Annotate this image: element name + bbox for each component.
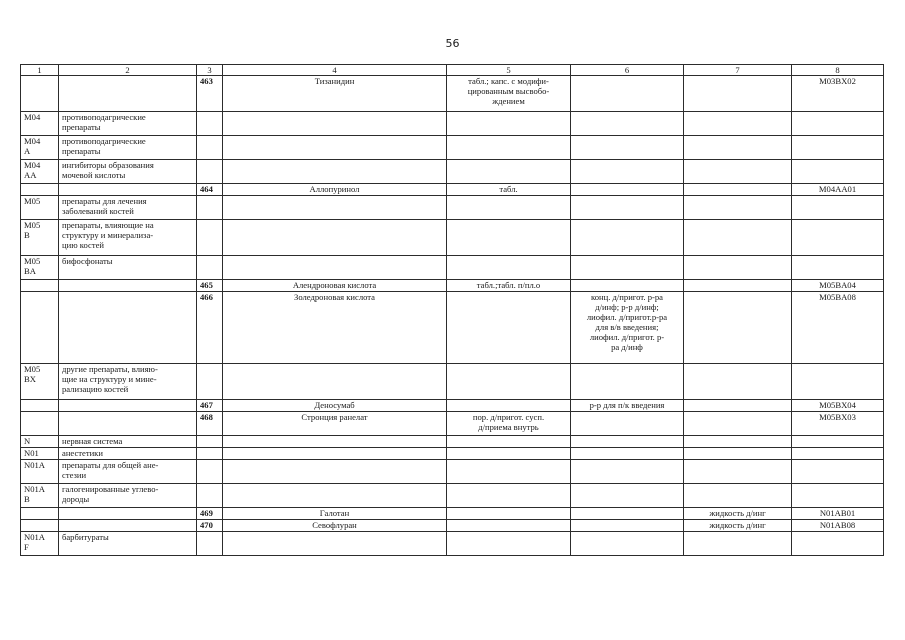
table-row (21, 484, 884, 508)
dosage-form-cell-2 (571, 280, 684, 292)
dosage-form-cell-2 (571, 196, 684, 220)
dosage-form-cell-3 (684, 160, 792, 184)
dosage-form-cell-3 (684, 400, 792, 412)
atc-group-cell: анестетики (59, 448, 197, 460)
table-row (21, 292, 884, 364)
dosage-form-cell-3 (684, 292, 792, 364)
item-number-cell: 466 (197, 292, 223, 364)
item-number-cell (197, 136, 223, 160)
dosage-form-cell (447, 508, 571, 520)
atc-result-cell: M05BX04 (792, 400, 884, 412)
item-number-cell (197, 436, 223, 448)
dosage-form-cell-3 (684, 484, 792, 508)
atc-group-cell: препараты для лечения заболеваний костей (59, 196, 197, 220)
dosage-form-cell (447, 136, 571, 160)
atc-group-cell: препараты для общей ане- стезии (59, 460, 197, 484)
dosage-form-cell (447, 436, 571, 448)
drug-name-cell (223, 112, 447, 136)
atc-group-cell: противоподагрические препараты (59, 112, 197, 136)
atc-code-cell: M04 (21, 112, 59, 136)
dosage-form-cell-2 (571, 160, 684, 184)
table-row (21, 364, 884, 400)
atc-group-cell: противоподагрические препараты (59, 136, 197, 160)
header-cell: 2 (59, 65, 197, 76)
atc-group-cell: барбитураты (59, 532, 197, 556)
dosage-form-cell-2 (571, 364, 684, 400)
dosage-form-cell (447, 256, 571, 280)
drug-name-cell (223, 460, 447, 484)
item-number-cell (197, 364, 223, 400)
dosage-form-cell: табл.;табл. п/пл.о (447, 280, 571, 292)
atc-group-cell (59, 520, 197, 532)
dosage-form-cell (447, 196, 571, 220)
dosage-form-cell (447, 460, 571, 484)
drug-name-cell: Деносумаб (223, 400, 447, 412)
atc-result-cell (792, 460, 884, 484)
drug-name-cell: Алендроновая кислота (223, 280, 447, 292)
atc-result-cell (792, 364, 884, 400)
atc-code-cell: N01A F (21, 532, 59, 556)
drug-name-cell: Золедроновая кислота (223, 292, 447, 364)
drug-name-cell: Аллопуринол (223, 184, 447, 196)
dosage-form-cell-2 (571, 256, 684, 280)
atc-code-cell: M05 B (21, 220, 59, 256)
table-row (21, 160, 884, 184)
table-row (21, 436, 884, 448)
atc-group-cell: нервная система (59, 436, 197, 448)
header-cell: 3 (197, 65, 223, 76)
dosage-form-cell-3 (684, 76, 792, 112)
atc-result-cell (792, 484, 884, 508)
item-number-cell (197, 484, 223, 508)
dosage-form-cell-3 (684, 364, 792, 400)
atc-code-cell (21, 292, 59, 364)
item-number-cell (197, 460, 223, 484)
atc-result-cell: N01AB01 (792, 508, 884, 520)
atc-code-cell: M05 (21, 196, 59, 220)
item-number-cell (197, 256, 223, 280)
drug-name-cell (223, 484, 447, 508)
item-number-cell: 470 (197, 520, 223, 532)
atc-result-cell: M03BX02 (792, 76, 884, 112)
table-row (21, 508, 884, 520)
dosage-form-cell-2 (571, 520, 684, 532)
dosage-form-cell-3 (684, 112, 792, 136)
item-number-cell (197, 220, 223, 256)
atc-result-cell (792, 532, 884, 556)
drug-name-cell (223, 448, 447, 460)
dosage-form-cell (447, 112, 571, 136)
dosage-form-cell-2: р-р для п/к введения (571, 400, 684, 412)
table-row (21, 184, 884, 196)
dosage-form-cell-2 (571, 484, 684, 508)
dosage-form-cell-2 (571, 532, 684, 556)
item-number-cell: 468 (197, 412, 223, 436)
item-number-cell: 463 (197, 76, 223, 112)
item-number-cell (197, 112, 223, 136)
dosage-form-cell-2 (571, 436, 684, 448)
page-number: 56 (445, 37, 460, 50)
table-row (21, 400, 884, 412)
item-number-cell: 465 (197, 280, 223, 292)
dosage-form-cell-3: жидкость д/инг (684, 520, 792, 532)
atc-group-cell: бифосфонаты (59, 256, 197, 280)
atc-result-cell: M05BA08 (792, 292, 884, 364)
dosage-form-cell-3 (684, 256, 792, 280)
dosage-form-cell-3 (684, 448, 792, 460)
atc-group-cell: ингибиторы образования мочевой кислоты (59, 160, 197, 184)
dosage-form-cell-3 (684, 412, 792, 436)
dosage-form-cell-2 (571, 112, 684, 136)
atc-result-cell (792, 448, 884, 460)
dosage-form-cell-3 (684, 460, 792, 484)
atc-group-cell: галогенированные углево- дороды (59, 484, 197, 508)
drug-table (20, 64, 884, 556)
dosage-form-cell: пор. д/пригот. сусп. д/приема внутрь (447, 412, 571, 436)
atc-code-cell (21, 76, 59, 112)
drug-name-cell (223, 136, 447, 160)
drug-name-cell: Стронция ранелат (223, 412, 447, 436)
atc-group-cell (59, 280, 197, 292)
drug-name-cell (223, 160, 447, 184)
table-row (21, 256, 884, 280)
dosage-form-cell (447, 220, 571, 256)
dosage-form-cell-3 (684, 220, 792, 256)
drug-name-cell: Тизанидин (223, 76, 447, 112)
drug-name-cell (223, 436, 447, 448)
atc-group-cell (59, 184, 197, 196)
table-row (21, 460, 884, 484)
item-number-cell: 467 (197, 400, 223, 412)
atc-result-cell (792, 136, 884, 160)
atc-result-cell: M05BA04 (792, 280, 884, 292)
header-cell: 6 (571, 65, 684, 76)
table-row (21, 520, 884, 532)
table-row (21, 448, 884, 460)
atc-code-cell (21, 508, 59, 520)
dosage-form-cell: табл. (447, 184, 571, 196)
dosage-form-cell-3 (684, 196, 792, 220)
dosage-form-cell-3 (684, 436, 792, 448)
drug-name-cell (223, 256, 447, 280)
header-cell: 1 (21, 65, 59, 76)
dosage-form-cell-2 (571, 460, 684, 484)
atc-code-cell (21, 412, 59, 436)
table-row (21, 196, 884, 220)
dosage-form-cell-3 (684, 532, 792, 556)
dosage-form-cell (447, 484, 571, 508)
drug-name-cell (223, 532, 447, 556)
drug-name-cell: Севофлуран (223, 520, 447, 532)
drug-name-cell: Галотан (223, 508, 447, 520)
item-number-cell: 469 (197, 508, 223, 520)
table-row (21, 532, 884, 556)
atc-group-cell: препараты, влияющие на структуру и минерализа- цию костей (59, 220, 197, 256)
atc-code-cell (21, 520, 59, 532)
dosage-form-cell-2 (571, 412, 684, 436)
atc-code-cell: M04 AA (21, 160, 59, 184)
drug-name-cell (223, 220, 447, 256)
atc-result-cell (792, 160, 884, 184)
dosage-form-cell-2: конц. д/пригот. р-ра д/инф; р-р д/инф; лиофил. д/пригот.р-ра для в/в введения; лиофил. д/пригот. р- ра д/инф (571, 292, 684, 364)
header-cell: 4 (223, 65, 447, 76)
table-row (21, 76, 884, 112)
atc-result-cell (792, 256, 884, 280)
dosage-form-cell-3 (684, 184, 792, 196)
atc-group-cell (59, 292, 197, 364)
atc-result-cell: M05BX03 (792, 412, 884, 436)
dosage-form-cell (447, 160, 571, 184)
atc-result-cell (792, 220, 884, 256)
atc-result-cell (792, 112, 884, 136)
item-number-cell (197, 196, 223, 220)
dosage-form-cell (447, 400, 571, 412)
atc-code-cell: N01A B (21, 484, 59, 508)
item-number-cell (197, 532, 223, 556)
header-cell: 5 (447, 65, 571, 76)
table-row (21, 280, 884, 292)
dosage-form-cell (447, 532, 571, 556)
atc-code-cell: M05 BX (21, 364, 59, 400)
item-number-cell (197, 448, 223, 460)
header-cell: 8 (792, 65, 884, 76)
atc-code-cell: M04 A (21, 136, 59, 160)
header-cell: 7 (684, 65, 792, 76)
atc-code-cell: N (21, 436, 59, 448)
header-row (21, 65, 884, 76)
atc-group-cell (59, 400, 197, 412)
atc-group-cell (59, 412, 197, 436)
table-row (21, 220, 884, 256)
drug-name-cell (223, 364, 447, 400)
atc-result-cell (792, 196, 884, 220)
dosage-form-cell: табл.; капс. с модифи- цированным высвобо- ждением (447, 76, 571, 112)
item-number-cell: 464 (197, 184, 223, 196)
dosage-form-cell-3 (684, 136, 792, 160)
table-row (21, 412, 884, 436)
table-row (21, 136, 884, 160)
atc-result-cell: M04AA01 (792, 184, 884, 196)
atc-group-cell (59, 76, 197, 112)
dosage-form-cell (447, 520, 571, 532)
dosage-form-cell (447, 364, 571, 400)
atc-group-cell: другие препараты, влияю- щие на структуру и мине- рализацию костей (59, 364, 197, 400)
dosage-form-cell-2 (571, 76, 684, 112)
atc-code-cell (21, 280, 59, 292)
dosage-form-cell (447, 448, 571, 460)
atc-code-cell (21, 400, 59, 412)
dosage-form-cell-3 (684, 280, 792, 292)
atc-result-cell (792, 436, 884, 448)
item-number-cell (197, 160, 223, 184)
dosage-form-cell-2 (571, 136, 684, 160)
dosage-form-cell (447, 292, 571, 364)
dosage-form-cell-2 (571, 220, 684, 256)
drug-name-cell (223, 196, 447, 220)
atc-code-cell: M05 BA (21, 256, 59, 280)
dosage-form-cell-2 (571, 508, 684, 520)
atc-result-cell: N01AB08 (792, 520, 884, 532)
dosage-form-cell-3: жидкость д/инг (684, 508, 792, 520)
atc-code-cell (21, 184, 59, 196)
atc-code-cell: N01 (21, 448, 59, 460)
dosage-form-cell-2 (571, 448, 684, 460)
table-row (21, 112, 884, 136)
dosage-form-cell-2 (571, 184, 684, 196)
atc-code-cell: N01A (21, 460, 59, 484)
atc-group-cell (59, 508, 197, 520)
